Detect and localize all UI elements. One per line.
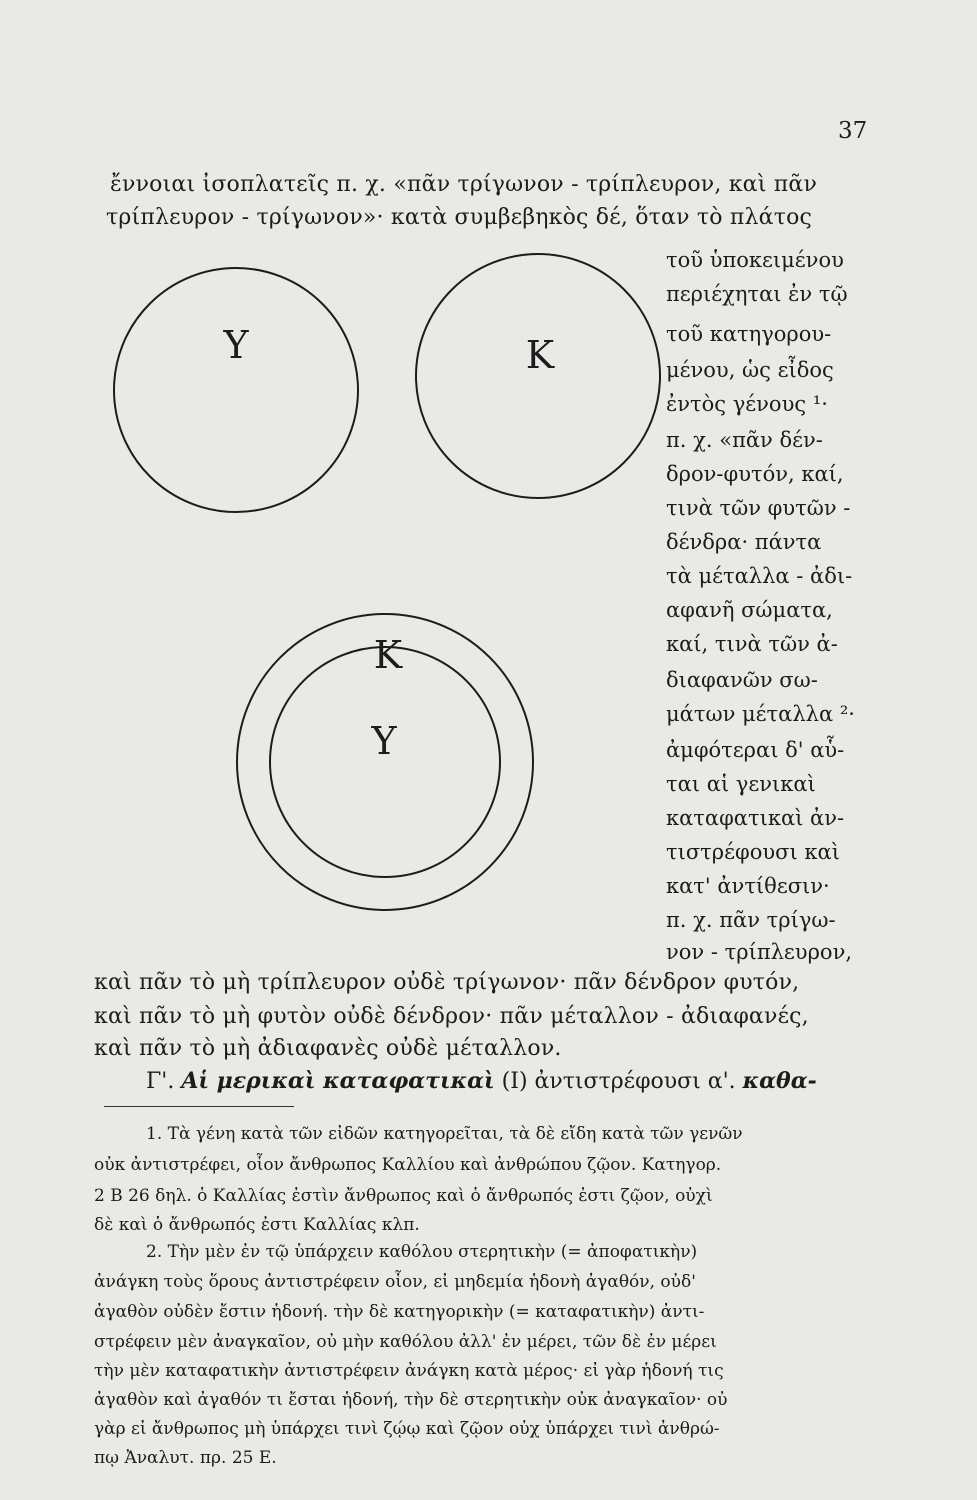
label-circle-left: Y (223, 323, 249, 367)
wrapped-line: ται αἱ γενικαὶ (666, 772, 816, 796)
wrapped-line: τοῦ κατηγορου- (666, 322, 832, 346)
subsection-middle: (I) ἀντιστρέφουσι α'. (501, 1069, 736, 1094)
wrapped-line: τινὰ τῶν φυτῶν - (666, 496, 851, 520)
footnote-divider (104, 1106, 294, 1107)
wrapped-line: αφανῆ σώματα, (666, 598, 833, 622)
wrapped-line: ἐντὸς γένους ¹· (666, 392, 828, 416)
bottom-line: καὶ πᾶν τὸ μὴ ἀδιαφανὲς οὐδὲ μέταλλον. (94, 1036, 562, 1061)
diagram-nested-circles (237, 614, 533, 910)
wrapped-line: δρον-φυτόν, καί, (666, 462, 844, 486)
subsection-italic-title: Αἱ μερικαὶ καταφατικαὶ (181, 1068, 495, 1094)
bottom-line: καὶ πᾶν τὸ μὴ φυτὸν οὐδὲ δένδρον· πᾶν μέταλλον - ἀδιαφανές, (94, 1004, 809, 1029)
wrapped-line: τοῦ ὑποκειμένου (666, 248, 844, 272)
wrapped-line: μένου, ὡς εἶδος (666, 358, 834, 382)
subsection-heading (146, 1068, 817, 1094)
footnote-line: ἀνάγκη τοὺς ὅρους ἀντιστρέφειν οἷον, εἰ μηδεμία ἡδονὴ ἀγαθόν, οὐδ' (94, 1272, 696, 1292)
footnote-line: ἀγαθὸν οὐδὲν ἔστιν ἡδονή. τὴν δὲ κατηγορικὴν (= καταφατικὴν) ἀντι- (94, 1302, 705, 1322)
footnote-line: τὴν μὲν καταφατικὴν ἀντιστρέφειν ἀνάγκη κατὰ μέρος· εἰ γὰρ ἡδονή τις (94, 1361, 724, 1381)
page-number: 37 (838, 118, 868, 144)
footnote-line: 1. Τὰ γένη κατὰ τῶν εἰδῶν κατηγορεῖται, τὰ δὲ εἴδη κατὰ τῶν γενῶν (146, 1124, 743, 1144)
footnote-line: γὰρ εἰ ἄνθρωπος μὴ ὑπάρχει τινὶ ζῴῳ καὶ ζῷον οὐχ ὑπάρχει τινὶ ἀνθρώ- (94, 1419, 720, 1439)
wrapped-line: κατ' ἀντίθεσιν· (666, 874, 830, 898)
wrapped-line: τιστρέφουσι καὶ (666, 840, 840, 864)
subsection-italic-end: καθα- (742, 1068, 817, 1094)
subsection-prefix: Γ'. (146, 1069, 175, 1094)
wrapped-line: π. χ. πᾶν τρίγω- (666, 908, 836, 932)
footnote-line: ἀγαθὸν καὶ ἀγαθόν τι ἔσται ἡδονή, τὴν δὲ στερητικὴν οὐκ ἀναγκαῖον· οὐ (94, 1390, 728, 1410)
footnote-line: δὲ καὶ ὁ ἄνθρωπός ἐστι Καλλίας κλπ. (94, 1215, 420, 1235)
label-inner-circle: Y (371, 719, 397, 763)
footnote-line: οὐκ ἀντιστρέφει, οἷον ἄνθρωπος Καλλίου καὶ ἀνθρώπου ζῷον. Κατηγορ. (94, 1155, 722, 1175)
wrapped-line: καταφατικαὶ ἀν- (666, 806, 845, 830)
wrapped-line: δένδρα· πάντα (666, 530, 822, 554)
wrapped-line: νον - τρίπλευρον, (666, 940, 853, 964)
wrapped-line: τὰ μέταλλα - ἀδι- (666, 564, 853, 588)
footnote-line: 2. Τὴν μὲν ἐν τῷ ὑπάρχειν καθόλου στερητικὴν (= ἀποφατικὴν) (146, 1242, 698, 1262)
label-outer-circle: K (373, 633, 403, 677)
top-line: τρίπλευρον - τρίγωνον»· κατὰ συμβεβηκὸς δέ, ὅταν τὸ πλάτος (106, 205, 813, 230)
diagram-separate-circles (114, 254, 660, 512)
top-line: ἔννοιαι ἰσοπλατεῖς π. χ. «πᾶν τρίγωνον - τρίπλευρον, καὶ πᾶν (110, 172, 818, 197)
wrapped-line: μάτων μέταλλα ²· (666, 702, 855, 726)
wrapped-line: διαφανῶν σω- (666, 668, 818, 692)
wrapped-line: π. χ. «πᾶν δέν- (666, 428, 823, 452)
footnote-line: 2 Β 26 δηλ. ὁ Καλλίας ἐστὶν ἄνθρωπος καὶ ὁ ἄνθρωπός ἐστι ζῷον, οὐχὶ (94, 1186, 713, 1206)
circle-left (114, 268, 358, 512)
footnote-line: στρέφειν μὲν ἀναγκαῖον, οὐ μὴν καθόλου ἀλλ' ἐν μέρει, τῶν δὲ ἐν μέρει (94, 1332, 717, 1352)
bottom-line: καὶ πᾶν τὸ μὴ τρίπλευρον οὐδὲ τρίγωνον· πᾶν δένδρον φυτόν, (94, 970, 800, 995)
wrapped-line: ἀμφότεραι δ' αὗ- (666, 738, 845, 762)
footnote-line: πῳ Ἀναλυτ. πρ. 25 Ε. (94, 1448, 277, 1468)
wrapped-line: καί, τινὰ τῶν ἀ- (666, 632, 838, 656)
wrapped-line: περιέχηται ἐν τῷ (666, 282, 848, 306)
label-circle-right: K (525, 333, 555, 377)
